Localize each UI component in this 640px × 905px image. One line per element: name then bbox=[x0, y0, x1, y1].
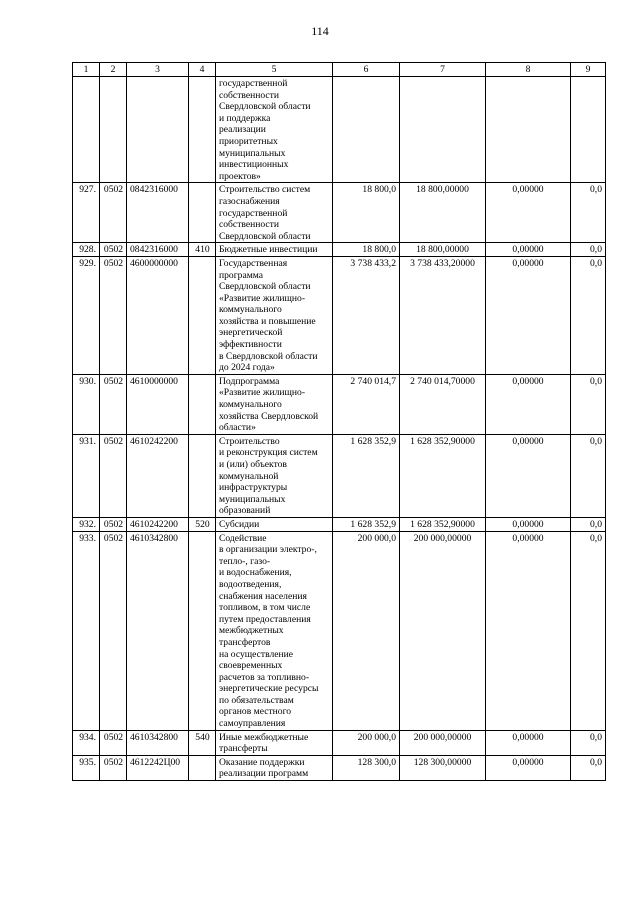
column-header: 4 bbox=[189, 63, 216, 77]
budget-table bbox=[72, 62, 606, 781]
column-8-cell: 0,00000 bbox=[486, 755, 571, 780]
amount-cell: 200 000,0 bbox=[333, 531, 400, 730]
expense-type-cell: 520 bbox=[189, 517, 216, 531]
item-name-line: «Развитие жилищно- bbox=[219, 292, 306, 304]
amount-detailed-cell: 3 738 433,20000 bbox=[400, 256, 486, 374]
column-header: 3 bbox=[127, 63, 189, 77]
amount-cell bbox=[333, 77, 400, 183]
target-code-cell: 4610242200 bbox=[127, 434, 189, 517]
expense-type-cell bbox=[189, 374, 216, 434]
item-name-line: реализации программ bbox=[219, 768, 309, 780]
item-name-line: путем предоставления bbox=[219, 613, 311, 625]
column-8-cell: 0,00000 bbox=[486, 243, 571, 257]
amount-detailed-cell: 128 300,00000 bbox=[400, 755, 486, 780]
section-code-cell bbox=[100, 77, 127, 183]
column-header: 9 bbox=[571, 63, 606, 77]
item-name-cell bbox=[216, 517, 333, 531]
item-name-line: межбюджетных bbox=[219, 625, 284, 637]
item-name-line: и водоснабжения, bbox=[219, 567, 292, 579]
item-name-line: коммунальной bbox=[219, 470, 279, 482]
header-row bbox=[73, 63, 606, 77]
item-name-line: снабжения населения bbox=[219, 590, 307, 602]
amount-cell: 1 628 352,9 bbox=[333, 434, 400, 517]
item-name-line: «Развитие жилищно- bbox=[219, 387, 306, 399]
amount-detailed-cell: 200 000,00000 bbox=[400, 730, 486, 755]
target-code-cell: 0842316000 bbox=[127, 243, 189, 257]
amount-detailed-cell: 18 800,00000 bbox=[400, 183, 486, 243]
column-9-cell: 0,0 bbox=[571, 183, 606, 243]
item-name-cell bbox=[216, 256, 333, 374]
item-name-line: проектов» bbox=[219, 170, 261, 182]
item-name-line: Свердловской области bbox=[219, 230, 311, 242]
column-header: 2 bbox=[100, 63, 127, 77]
column-8-cell: 0,00000 bbox=[486, 374, 571, 434]
row-number-cell: 933. bbox=[73, 531, 100, 730]
column-9-cell: 0,0 bbox=[571, 517, 606, 531]
section-code-cell: 0502 bbox=[100, 517, 127, 531]
item-name-line: и (или) объектов bbox=[219, 459, 287, 470]
item-name-line: на осуществление bbox=[219, 648, 294, 660]
expense-type-cell bbox=[189, 531, 216, 730]
item-name-line: Содействие bbox=[219, 532, 267, 544]
target-code-cell: 4610242200 bbox=[127, 517, 189, 531]
item-name-line: Строительство систем bbox=[219, 184, 311, 196]
item-name-line: трансферты bbox=[219, 743, 268, 755]
amount-cell: 3 738 433,2 bbox=[333, 256, 400, 374]
item-name-line: тепло-, газо- bbox=[219, 555, 271, 567]
column-8-cell bbox=[486, 77, 571, 183]
amount-detailed-cell: 200 000,00000 bbox=[400, 531, 486, 730]
item-name-line: водоотведения, bbox=[219, 578, 282, 590]
table-row bbox=[73, 531, 606, 730]
row-number-cell: 931. bbox=[73, 434, 100, 517]
column-header: 7 bbox=[400, 63, 486, 77]
column-9-cell bbox=[571, 77, 606, 183]
table-row bbox=[73, 730, 606, 755]
item-name-line: по обязательствам bbox=[219, 694, 294, 706]
row-number-cell: 929. bbox=[73, 256, 100, 374]
table-row bbox=[73, 243, 606, 257]
item-name-line: расчетов за топливно- bbox=[219, 671, 310, 683]
section-code-cell: 0502 bbox=[100, 183, 127, 243]
table-row bbox=[73, 374, 606, 434]
expense-type-cell bbox=[189, 256, 216, 374]
column-8-cell: 0,00000 bbox=[486, 183, 571, 243]
amount-cell: 18 800,0 bbox=[333, 183, 400, 243]
item-name-line: и реконструкция систем bbox=[219, 447, 318, 459]
item-name-line: Оказание поддержки bbox=[219, 756, 305, 768]
item-name-line: собственности bbox=[219, 219, 280, 231]
section-code-cell: 0502 bbox=[100, 755, 127, 780]
table-row bbox=[73, 755, 606, 780]
target-code-cell: 4610342800 bbox=[127, 730, 189, 755]
item-name-line: муниципальных bbox=[219, 493, 286, 505]
amount-cell: 2 740 014,7 bbox=[333, 374, 400, 434]
row-number-cell bbox=[73, 77, 100, 183]
amount-cell: 200 000,0 bbox=[333, 730, 400, 755]
item-name-cell bbox=[216, 730, 333, 755]
item-name-line: своевременных bbox=[219, 660, 283, 672]
column-9-cell: 0,0 bbox=[571, 531, 606, 730]
item-name-cell bbox=[216, 531, 333, 730]
row-number-cell: 930. bbox=[73, 374, 100, 434]
column-header: 8 bbox=[486, 63, 571, 77]
item-name-cell bbox=[216, 374, 333, 434]
target-code-cell bbox=[127, 77, 189, 183]
target-code-cell: 0842316000 bbox=[127, 183, 189, 243]
item-name-line: коммунального bbox=[219, 399, 282, 411]
item-name-line: топливом, в том числе bbox=[219, 602, 311, 614]
amount-cell: 18 800,0 bbox=[333, 243, 400, 257]
expense-type-cell bbox=[189, 434, 216, 517]
row-number-cell: 928. bbox=[73, 243, 100, 257]
amount-cell: 1 628 352,9 bbox=[333, 517, 400, 531]
item-name-line: Подпрограмма bbox=[219, 375, 280, 387]
item-name-line: хозяйства и повышение bbox=[219, 315, 316, 327]
section-code-cell: 0502 bbox=[100, 730, 127, 755]
item-name-line: и поддержка bbox=[219, 112, 271, 124]
column-8-cell: 0,00000 bbox=[486, 531, 571, 730]
item-name-line: реализации bbox=[219, 124, 266, 136]
target-code-cell: 4612242Ц00 bbox=[127, 755, 189, 780]
column-9-cell: 0,0 bbox=[571, 434, 606, 517]
column-9-cell: 0,0 bbox=[571, 256, 606, 374]
column-header: 1 bbox=[73, 63, 100, 77]
amount-detailed-cell: 2 740 014,70000 bbox=[400, 374, 486, 434]
expense-type-cell bbox=[189, 755, 216, 780]
item-name-cell bbox=[216, 77, 333, 183]
expense-type-cell: 410 bbox=[189, 243, 216, 257]
item-name-line: энергетической bbox=[219, 327, 283, 339]
row-number-cell: 934. bbox=[73, 730, 100, 755]
row-number-cell: 932. bbox=[73, 517, 100, 531]
item-name-line: государственной bbox=[219, 78, 288, 89]
item-name-line: энергетические ресурсы bbox=[219, 683, 319, 695]
amount-detailed-cell: 18 800,00000 bbox=[400, 243, 486, 257]
column-9-cell: 0,0 bbox=[571, 755, 606, 780]
item-name-line: хозяйства Свердловской bbox=[219, 410, 319, 422]
target-code-cell: 4610000000 bbox=[127, 374, 189, 434]
expense-type-cell bbox=[189, 183, 216, 243]
item-name-line: Иные межбюджетные bbox=[219, 731, 309, 743]
item-name-line: области» bbox=[219, 422, 256, 434]
page-number: 114 bbox=[311, 24, 329, 38]
expense-type-cell bbox=[189, 77, 216, 183]
item-name-line: в организации электро-, bbox=[219, 544, 317, 556]
item-name-line: Бюджетные инвестиции bbox=[219, 244, 318, 256]
item-name-line: до 2024 года» bbox=[219, 362, 275, 374]
item-name-line: Свердловской области bbox=[219, 281, 311, 293]
target-code-cell: 4600000000 bbox=[127, 256, 189, 374]
item-name-line: программа bbox=[219, 269, 264, 281]
column-header: 6 bbox=[333, 63, 400, 77]
item-name-line: в Свердловской области bbox=[219, 350, 318, 362]
item-name-cell bbox=[216, 434, 333, 517]
item-name-line: государственной bbox=[219, 207, 288, 219]
table-row bbox=[73, 434, 606, 517]
column-8-cell: 0,00000 bbox=[486, 730, 571, 755]
column-8-cell: 0,00000 bbox=[486, 434, 571, 517]
amount-detailed-cell: 1 628 352,90000 bbox=[400, 517, 486, 531]
item-name-line: трансфертов bbox=[219, 636, 271, 648]
item-name-line: Свердловской области bbox=[219, 101, 311, 113]
item-name-line: инвестиционных bbox=[219, 159, 289, 171]
column-9-cell: 0,0 bbox=[571, 730, 606, 755]
column-9-cell: 0,0 bbox=[571, 243, 606, 257]
column-8-cell: 0,00000 bbox=[486, 256, 571, 374]
table-row bbox=[73, 183, 606, 243]
item-name-line: инфраструктуры bbox=[219, 482, 288, 494]
column-9-cell: 0,0 bbox=[571, 374, 606, 434]
amount-detailed-cell bbox=[400, 77, 486, 183]
section-code-cell: 0502 bbox=[100, 434, 127, 517]
item-name-cell bbox=[216, 183, 333, 243]
item-name-line: Строительство bbox=[219, 435, 280, 447]
row-number-cell: 927. bbox=[73, 183, 100, 243]
table-body bbox=[73, 63, 606, 781]
item-name-cell bbox=[216, 243, 333, 257]
target-code-cell: 4610342800 bbox=[127, 531, 189, 730]
amount-detailed-cell: 1 628 352,90000 bbox=[400, 434, 486, 517]
item-name-line: органов местного bbox=[219, 706, 292, 718]
item-name-line: Субсидии bbox=[219, 518, 260, 530]
item-name-line: самоуправления bbox=[219, 718, 286, 730]
item-name-cell bbox=[216, 755, 333, 780]
section-code-cell: 0502 bbox=[100, 531, 127, 730]
table-row bbox=[73, 256, 606, 374]
table-row bbox=[73, 77, 606, 183]
item-name-line: коммунального bbox=[219, 304, 282, 316]
item-name-line: Государственная bbox=[219, 257, 288, 269]
expense-type-cell: 540 bbox=[189, 730, 216, 755]
amount-cell: 128 300,0 bbox=[333, 755, 400, 780]
section-code-cell: 0502 bbox=[100, 374, 127, 434]
section-code-cell: 0502 bbox=[100, 243, 127, 257]
item-name-line: приоритетных bbox=[219, 135, 278, 147]
item-name-line: образований bbox=[219, 505, 271, 517]
item-name-line: собственности bbox=[219, 89, 280, 101]
column-header: 5 bbox=[216, 63, 333, 77]
item-name-line: муниципальных bbox=[219, 147, 286, 159]
column-8-cell: 0,00000 bbox=[486, 517, 571, 531]
row-number-cell: 935. bbox=[73, 755, 100, 780]
table-row bbox=[73, 517, 606, 531]
item-name-line: эффективности bbox=[219, 339, 282, 351]
section-code-cell: 0502 bbox=[100, 256, 127, 374]
item-name-line: газоснабжения bbox=[219, 195, 280, 207]
